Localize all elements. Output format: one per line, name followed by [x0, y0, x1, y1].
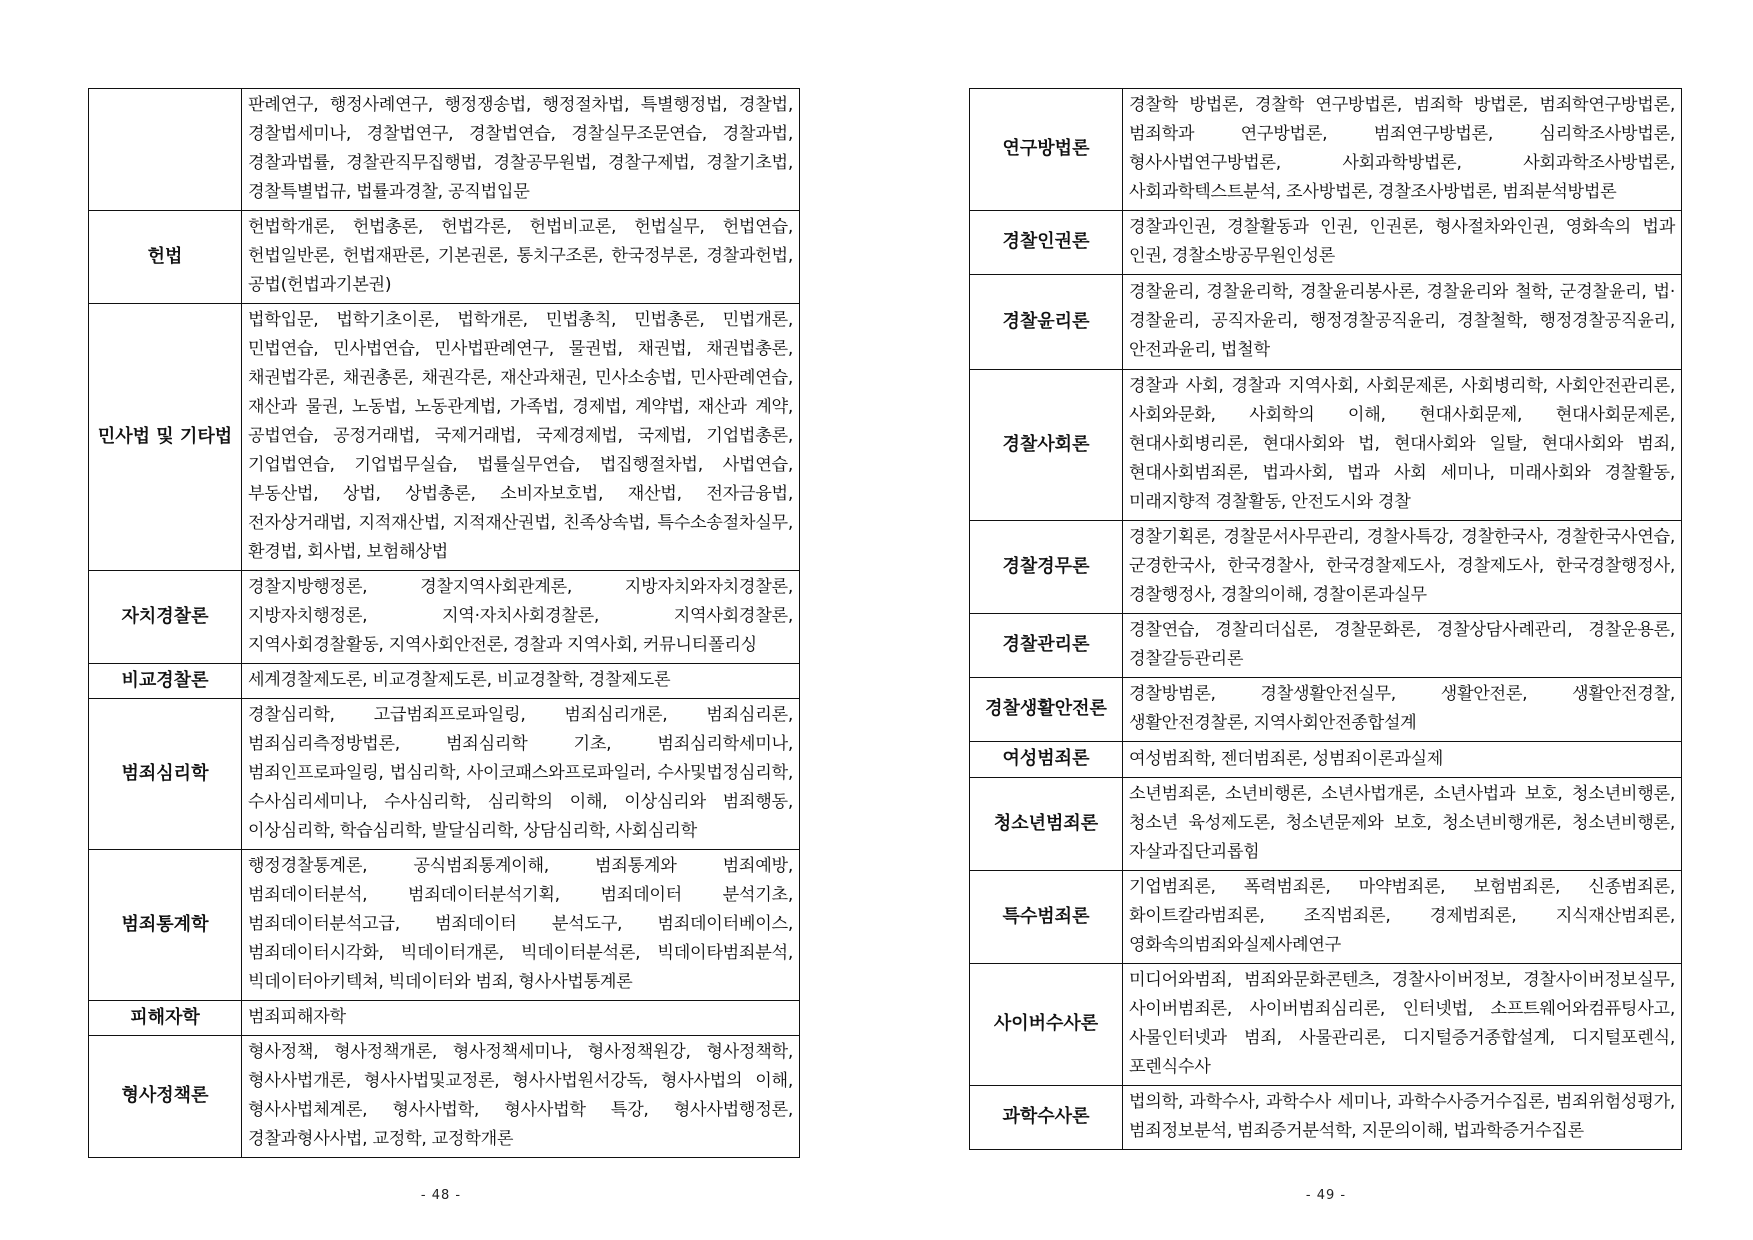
category-cell: 형사정책론	[89, 1036, 242, 1158]
category-cell: 특수범죄론	[970, 871, 1123, 964]
subjects-cell: 세계경찰제도론, 비교경찰제도론, 비교경찰학, 경찰제도론	[242, 664, 800, 699]
table-row	[970, 370, 1682, 521]
subjects-cell: 경찰방범론, 경찰생활안전실무, 생활안전론, 생활안전경찰, 생활안전경찰론, 지역사회안전종합설계	[1123, 678, 1682, 742]
table-row	[89, 1001, 800, 1036]
table-row	[89, 850, 800, 1001]
category-cell: 여성범죄론	[970, 742, 1123, 778]
subjects-cell: 경찰과인권, 경찰활동과 인권, 인권론, 형사절차와인권, 영화속의 법과 인권, 경찰소방공무원인성론	[1123, 211, 1682, 275]
table-row	[970, 521, 1682, 614]
subjects-cell: 경찰지방행정론, 경찰지역사회관계론, 지방자치와자치경찰론, 지방자치행정론, 지역·자치사회경찰론, 지역사회경찰론, 지역사회경찰활동, 지역사회안전론, 경찰과 지역사회, 커뮤니티폴리싱	[242, 571, 800, 664]
page-number: - 49 -	[1305, 1188, 1347, 1203]
category-cell: 자치경찰론	[89, 571, 242, 664]
category-cell: 비교경찰론	[89, 664, 242, 699]
category-cell: 경찰사회론	[970, 370, 1123, 521]
subjects-cell: 경찰학 방법론, 경찰학 연구방법론, 범죄학 방법론, 범죄학연구방법론, 범죄학과 연구방법론, 범죄연구방법론, 심리학조사방법론, 형사사법연구방법론, 사회과학방법론, 사회과학조사방법론, 사회과학텍스트분석, 조사방법론, 경찰조사방법론, 범죄분석방법론	[1123, 89, 1682, 211]
table-row	[970, 1086, 1682, 1150]
subjects-cell: 법의학, 과학수사, 과학수사 세미나, 과학수사증거수집론, 범죄위험성평가, 범죄정보분석, 범죄증거분석학, 지문의이해, 법과학증거수집론	[1123, 1086, 1682, 1150]
category-cell: 과학수사론	[970, 1086, 1123, 1150]
category-cell: 경찰생활안전론	[970, 678, 1123, 742]
table-row	[89, 571, 800, 664]
page-number: - 48 -	[420, 1188, 462, 1203]
table-row	[970, 964, 1682, 1086]
subjects-cell: 경찰윤리, 경찰윤리학, 경찰윤리봉사론, 경찰윤리와 철학, 군경찰윤리, 법·경찰윤리, 공직자윤리, 행정경찰공직윤리, 경찰철학, 행정경찰공직윤리, 안전과윤리, 법철학	[1123, 275, 1682, 370]
category-cell: 민사법 및 기타법	[89, 304, 242, 571]
left-page	[0, 0, 876, 1240]
table-row	[970, 89, 1682, 211]
subjects-cell: 여성범죄학, 젠더범죄론, 성범죄이론과실제	[1123, 742, 1682, 778]
subjects-cell: 행정경찰통계론, 공식범죄통계이해, 범죄통계와 범죄예방, 범죄데이터분석, 범죄데이터분석기획, 범죄데이터 분석기초, 범죄데이터분석고급, 범죄데이터 분석도구, 범죄데이터베이스, 범죄데이터시각화, 빅데이터개론, 빅데이터분석론, 빅데이타범죄분석, 빅데이터아키텍쳐, 빅데이터와 범죄, 형사사법통계론	[242, 850, 800, 1001]
subjects-cell: 형사정책, 형사정책개론, 형사정책세미나, 형사정책원강, 형사정책학, 형사사법개론, 형사사법및교정론, 형사사법원서강독, 형사사법의 이해, 형사사법체계론, 형사사법학, 형사사법학 특강, 형사사법행정론, 경찰과형사사법, 교정학, 교정학개론	[242, 1036, 800, 1158]
subjects-cell: 소년범죄론, 소년비행론, 소년사법개론, 소년사법과 보호, 청소년비행론, 청소년 육성제도론, 청소년문제와 보호, 청소년비행개론, 청소년비행론, 자살과집단괴롭힘	[1123, 778, 1682, 871]
category-cell: 경찰윤리론	[970, 275, 1123, 370]
table-row	[89, 211, 800, 304]
subjects-cell: 법학입문, 법학기초이론, 법학개론, 민법총칙, 민법총론, 민법개론, 민법연습, 민사법연습, 민사법판례연구, 물권법, 채권법, 채권법총론, 채권법각론, 채권총론, 채권각론, 재산과채권, 민사소송법, 민사판례연습, 재산과 물권, 노동법, 노동관계법, 가족법, 경제법, 계약법, 재산과 계약, 공법연습, 공정거래법, 국제거래법, 국제경제법, 국제법, 기업법총론, 기업법연습, 기업법무실습, 법률실무연습, 법집행절차법, 사법연습, 부동산법, 상법, 상법총론, 소비자보호법, 재산법, 전자금융법, 전자상거래법, 지적재산법, 지적재산권법, 친족상속법, 특수소송절차실무, 환경법, 회사법, 보험해상법	[242, 304, 800, 571]
category-cell	[89, 89, 242, 211]
subjects-cell: 헌법학개론, 헌법총론, 헌법각론, 헌법비교론, 헌법실무, 헌법연습, 헌법일반론, 헌법재판론, 기본권론, 통치구조론, 한국정부론, 경찰과헌법, 공법(헌법과기본권)	[242, 211, 800, 304]
subjects-cell: 범죄피해자학	[242, 1001, 800, 1036]
table-row	[89, 304, 800, 571]
subject-table-left	[88, 88, 800, 1158]
category-cell: 피해자학	[89, 1001, 242, 1036]
category-cell: 범죄심리학	[89, 699, 242, 850]
subjects-cell: 경찰심리학, 고급범죄프로파일링, 범죄심리개론, 범죄심리론, 범죄심리측정방법론, 범죄심리학 기초, 범죄심리학세미나, 범죄인프로파일링, 법심리학, 사이코패스와프로파일러, 수사및법정심리학, 수사심리세미나, 수사심리학, 심리학의 이해, 이상심리와 범죄행동, 이상심리학, 학습심리학, 발달심리학, 상담심리학, 사회심리학	[242, 699, 800, 850]
table-row	[89, 1036, 800, 1158]
table-row	[970, 871, 1682, 964]
category-cell: 경찰관리론	[970, 614, 1123, 678]
table-row	[970, 211, 1682, 275]
category-cell: 경찰경무론	[970, 521, 1123, 614]
subject-table-right	[969, 88, 1682, 1150]
category-cell: 헌법	[89, 211, 242, 304]
subjects-cell: 판례연구, 행정사례연구, 행정쟁송법, 행정절차법, 특별행정법, 경찰법, 경찰법세미나, 경찰법연구, 경찰법연습, 경찰실무조문연습, 경찰과법, 경찰과법률, 경찰관직무집행법, 경찰공무원법, 경찰구제법, 경찰기초법, 경찰특별법규, 법률과경찰, 공직법입문	[242, 89, 800, 211]
category-cell: 사이버수사론	[970, 964, 1123, 1086]
subjects-cell: 미디어와범죄, 범죄와문화콘텐츠, 경찰사이버정보, 경찰사이버정보실무, 사이버범죄론, 사이버범죄심리론, 인터넷법, 소프트웨어와컴퓨팅사고, 사물인터넷과 범죄, 사물관리론, 디지털증거종합설계, 디지털포렌식, 포렌식수사	[1123, 964, 1682, 1086]
category-cell: 범죄통계학	[89, 850, 242, 1001]
table-row	[970, 778, 1682, 871]
category-cell: 경찰인권론	[970, 211, 1123, 275]
category-cell: 연구방법론	[970, 89, 1123, 211]
table-row	[970, 742, 1682, 778]
table-row	[89, 89, 800, 211]
subjects-cell: 경찰연습, 경찰리더십론, 경찰문화론, 경찰상담사례관리, 경찰운용론, 경찰갈등관리론	[1123, 614, 1682, 678]
table-row	[970, 678, 1682, 742]
table-row	[89, 699, 800, 850]
table-row	[89, 664, 800, 699]
table-row	[970, 275, 1682, 370]
category-cell: 청소년범죄론	[970, 778, 1123, 871]
right-page	[877, 0, 1753, 1240]
subjects-cell: 경찰기획론, 경찰문서사무관리, 경찰사특강, 경찰한국사, 경찰한국사연습, 군경한국사, 한국경찰사, 한국경찰제도사, 경찰제도사, 한국경찰행정사, 경찰행정사, 경찰의이해, 경찰이론과실무	[1123, 521, 1682, 614]
subjects-cell: 경찰과 사회, 경찰과 지역사회, 사회문제론, 사회병리학, 사회안전관리론, 사회와문화, 사회학의 이해, 현대사회문제, 현대사회문제론, 현대사회병리론, 현대사회와 법, 현대사회와 일탈, 현대사회와 범죄, 현대사회범죄론, 법과사회, 법과 사회 세미나, 미래사회와 경찰활동, 미래지향적 경찰활동, 안전도시와 경찰	[1123, 370, 1682, 521]
subjects-cell: 기업범죄론, 폭력범죄론, 마약범죄론, 보험범죄론, 신종범죄론, 화이트칼라범죄론, 조직범죄론, 경제범죄론, 지식재산범죄론, 영화속의범죄와실제사례연구	[1123, 871, 1682, 964]
table-row	[970, 614, 1682, 678]
